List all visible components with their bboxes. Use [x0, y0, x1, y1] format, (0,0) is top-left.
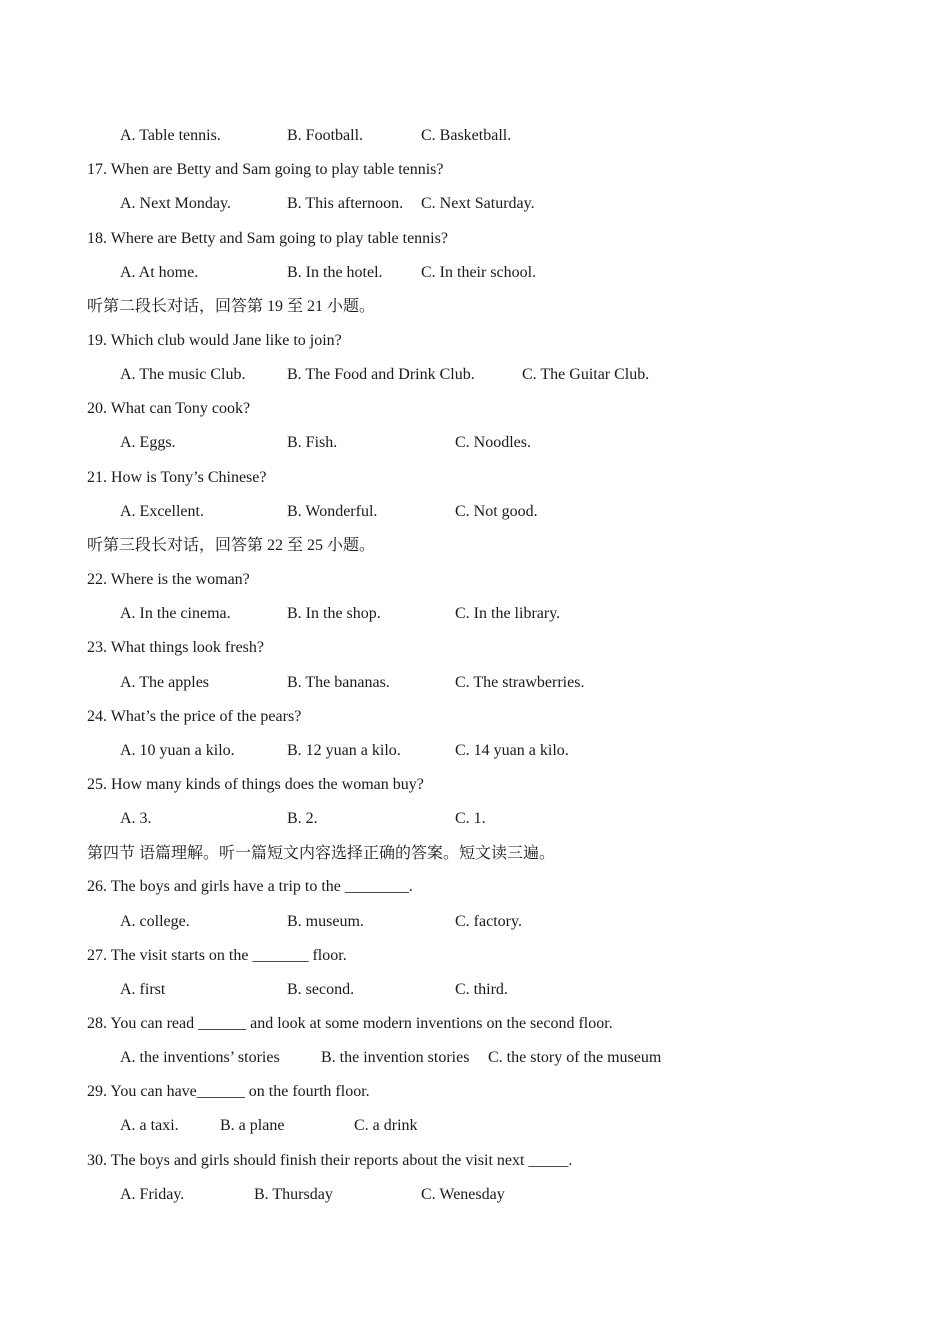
question-line: 26. The boys and girls have a trip to the ________. [87, 878, 413, 895]
option-c: C. 14 yuan a kilo. [455, 742, 569, 759]
option-b: B. In the hotel. [287, 264, 383, 281]
option-a: A. a taxi. [120, 1117, 179, 1134]
question-line: 28. You can read ______ and look at some modern inventions on the second floor. [87, 1015, 613, 1032]
option-a: A. college. [120, 913, 190, 930]
option-b: B. Football. [287, 127, 364, 144]
option-a: A. first [120, 981, 166, 998]
question-line: 30. The boys and girls should finish their reports about the visit next _____. [87, 1152, 573, 1169]
option-b: B. 2. [287, 810, 318, 827]
option-c: C. 1. [455, 810, 486, 827]
option-b: B. a plane [220, 1117, 285, 1134]
option-a: A. Table tennis. [120, 127, 221, 144]
option-a: A. 10 yuan a kilo. [120, 742, 235, 759]
option-c: C. factory. [455, 913, 522, 930]
option-a: A. In the cinema. [120, 605, 231, 622]
option-c: C. In the library. [455, 605, 561, 622]
option-a: A. 3. [120, 810, 152, 827]
option-a: A. Excellent. [120, 503, 204, 520]
question-line: 20. What can Tony cook? [87, 400, 251, 417]
question-line: 24. What’s the price of the pears? [87, 708, 302, 725]
question-line: 19. Which club would Jane like to join? [87, 332, 342, 349]
question-line: 22. Where is the woman? [87, 571, 250, 588]
option-c: C. Not good. [455, 503, 538, 520]
option-b: B. Thursday [254, 1186, 333, 1203]
question-line: 29. You can have______ on the fourth floor. [87, 1083, 370, 1100]
option-c: C. Basketball. [421, 127, 512, 144]
question-line: 27. The visit starts on the _______ floor. [87, 947, 347, 964]
option-c: C. Next Saturday. [421, 195, 535, 212]
option-a: A. the inventions’ stories [120, 1049, 280, 1066]
question-line: 第四节 语篇理解。听一篇短文内容选择正确的答案。短文读三遍。 [87, 845, 556, 862]
option-c: C. In their school. [421, 264, 537, 281]
option-a: A. Friday. [120, 1186, 185, 1203]
option-a: A. The apples [120, 674, 210, 691]
option-b: B. second. [287, 981, 355, 998]
question-line: 听第二段长对话，回答第 19 至 21 小题。 [87, 298, 376, 315]
option-a: A. Eggs. [120, 434, 176, 451]
option-b: B. the invention stories [321, 1049, 470, 1066]
option-c: C. a drink [354, 1117, 418, 1134]
option-c: C. Wenesday [421, 1186, 505, 1203]
question-line: 23. What things look fresh? [87, 639, 265, 656]
option-b: B. This afternoon. [287, 195, 404, 212]
option-b: B. Fish. [287, 434, 338, 451]
option-b: B. In the shop. [287, 605, 381, 622]
question-line: 21. How is Tony’s Chinese? [87, 469, 267, 486]
option-b: B. The Food and Drink Club. [287, 366, 475, 383]
question-line: 听第三段长对话，回答第 22 至 25 小题。 [87, 537, 376, 554]
option-a: A. The music Club. [120, 366, 246, 383]
option-b: B. The bananas. [287, 674, 390, 691]
option-c: C. The strawberries. [455, 674, 585, 691]
question-line: 17. When are Betty and Sam going to play table tennis? [87, 161, 444, 178]
option-b: B. Wonderful. [287, 503, 378, 520]
option-c: C. Noodles. [455, 434, 531, 451]
option-a: A. Next Monday. [120, 195, 231, 212]
question-line: 18. Where are Betty and Sam going to play table tennis? [87, 230, 448, 247]
option-c: C. the story of the museum [488, 1049, 662, 1066]
option-b: B. 12 yuan a kilo. [287, 742, 401, 759]
option-a: A. At home. [120, 264, 199, 281]
question-line: 25. How many kinds of things does the woman buy? [87, 776, 424, 793]
option-c: C. third. [455, 981, 508, 998]
option-c: C. The Guitar Club. [522, 366, 650, 383]
option-b: B. museum. [287, 913, 364, 930]
